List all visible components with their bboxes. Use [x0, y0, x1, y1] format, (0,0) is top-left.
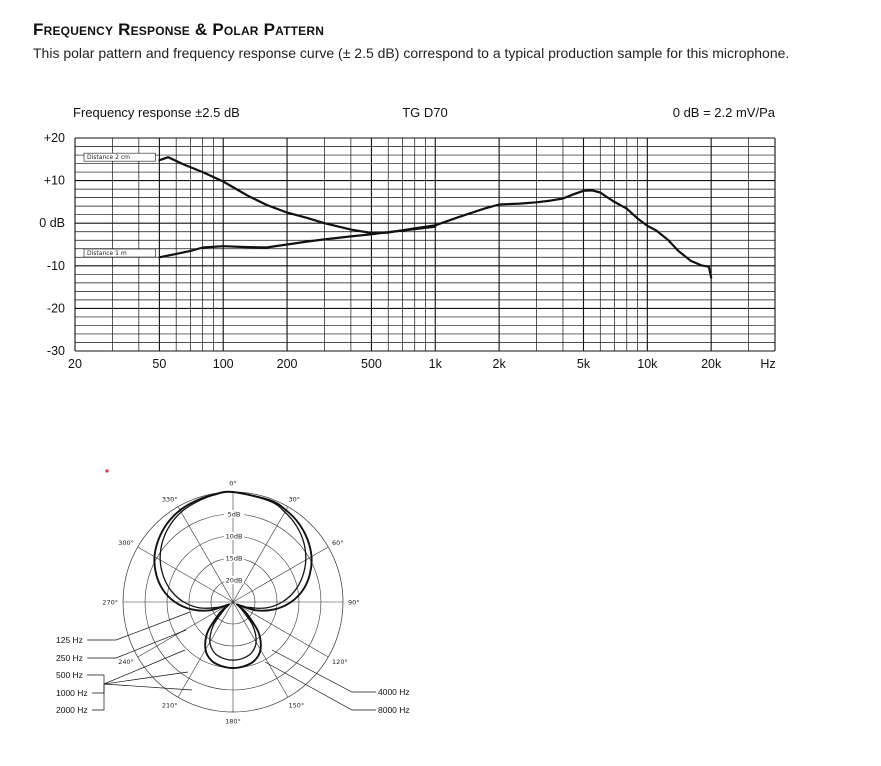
freq-chart-title: TG D70 [402, 105, 448, 120]
x-tick-label: 1k [428, 357, 442, 371]
angle-label: 240° [118, 658, 134, 666]
freq-subtitle-right: 0 dB = 2.2 mV/Pa [672, 105, 775, 120]
x-tick-label: 50 [152, 357, 167, 371]
x-unit-label: Hz [760, 357, 776, 371]
angle-label: 330° [161, 495, 178, 504]
y-tick-label: -30 [46, 344, 65, 358]
angle-label: 210° [161, 701, 178, 710]
angle-label: 300° [118, 539, 134, 547]
x-tick-label: 5k [576, 357, 591, 371]
angle-label: 180° [225, 717, 241, 726]
legend-label-left: 1000 Hz [56, 688, 88, 698]
legend-leader-left [87, 650, 185, 684]
distance-1m-label: Distance 1 m [87, 250, 127, 258]
x-tick-label: 2k [492, 357, 506, 371]
x-tick-label: 200 [276, 357, 298, 371]
legend-leader-left [87, 630, 186, 658]
legend-label-left: 250 Hz [56, 653, 83, 663]
ring-label: 10dB [225, 532, 243, 541]
distance-2cm-label: Distance 2 cm [87, 154, 131, 162]
freq-subtitle-left: Frequency response ±2.5 dB [73, 105, 240, 120]
x-tick-label: 10k [637, 357, 658, 371]
y-tick-label: 0 dB [39, 216, 65, 231]
y-tick-label: -10 [46, 258, 65, 273]
x-tick-label: 20 [68, 357, 82, 371]
legend-label-left: 2000 Hz [56, 705, 88, 715]
angle-label: 150° [288, 701, 305, 710]
red-marker-dot [105, 469, 108, 472]
ring-label: 20dB [225, 576, 243, 585]
angle-label: 120° [332, 658, 348, 666]
x-tick-label: 500 [361, 357, 382, 371]
x-tick-label: 20k [701, 357, 722, 371]
legend-label-right: 4000 Hz [378, 687, 410, 697]
x-tick-label: 100 [212, 357, 234, 371]
page-subtitle: This polar pattern and frequency response curve (± 2.5 dB) correspond to a typical production sample for this microphone. [33, 45, 790, 61]
ring-label: 15dB [225, 554, 243, 563]
y-tick-label: -20 [46, 301, 65, 316]
legend-leader-left [92, 672, 188, 693]
angle-label: 60° [332, 539, 344, 547]
legend-label-left: 500 Hz [56, 670, 83, 680]
angle-label: 90° [348, 598, 360, 607]
angle-label: 30° [288, 495, 301, 504]
angle-label: 270° [102, 598, 118, 607]
angle-label: 0° [229, 479, 237, 488]
y-tick-label: +10 [43, 173, 65, 188]
page-title: Frequency Response & Polar Pattern [33, 20, 325, 39]
legend-label-left: 125 Hz [56, 635, 83, 645]
y-tick-label: +20 [43, 131, 65, 145]
polar-grid [100, 479, 366, 726]
legend-label-right: 8000 Hz [378, 705, 410, 715]
ring-label: 5dB [227, 510, 241, 519]
